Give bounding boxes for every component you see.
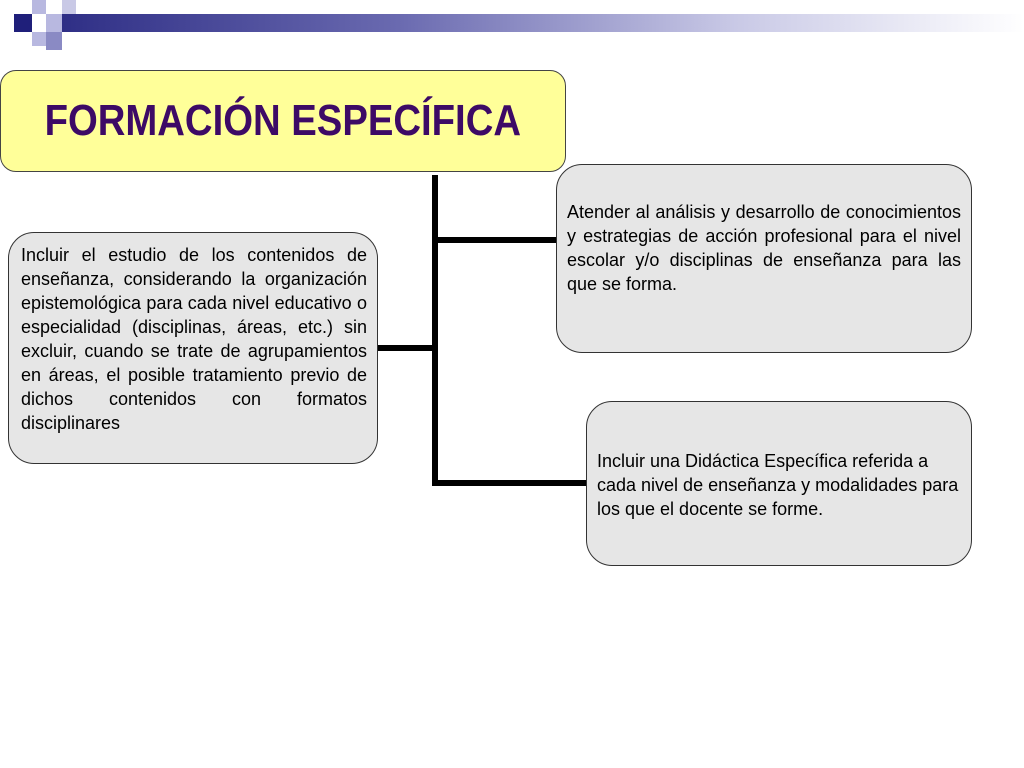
diagram-title: FORMACIÓN ESPECÍFICA bbox=[44, 96, 522, 145]
box-analisis bbox=[556, 164, 972, 353]
box-didactica bbox=[586, 401, 972, 566]
box-contenidos bbox=[8, 232, 378, 464]
box-didactica-text: Incluir una Didáctica Específica referida a cada nivel de enseñanza y modalidades para los que el docente se forme. bbox=[597, 451, 959, 519]
box-contenidos-text: Incluir el estudio de los contenidos de enseñanza, considerando la organización epistemológica para cada nivel educativo o especialidad (disciplinas, áreas, etc.) sin excluir, cuando se trate de agrupamientos en áreas, el posible tratamiento previo de dichos contenidos con formatos disciplinares bbox=[21, 245, 367, 433]
box-analisis-text: Atender al análisis y desarrollo de conocimientos y estrategias de acción profesional para el nivel escolar y/o disciplinas de enseñanza para las que se forma. bbox=[567, 202, 961, 294]
title-box bbox=[0, 70, 566, 172]
